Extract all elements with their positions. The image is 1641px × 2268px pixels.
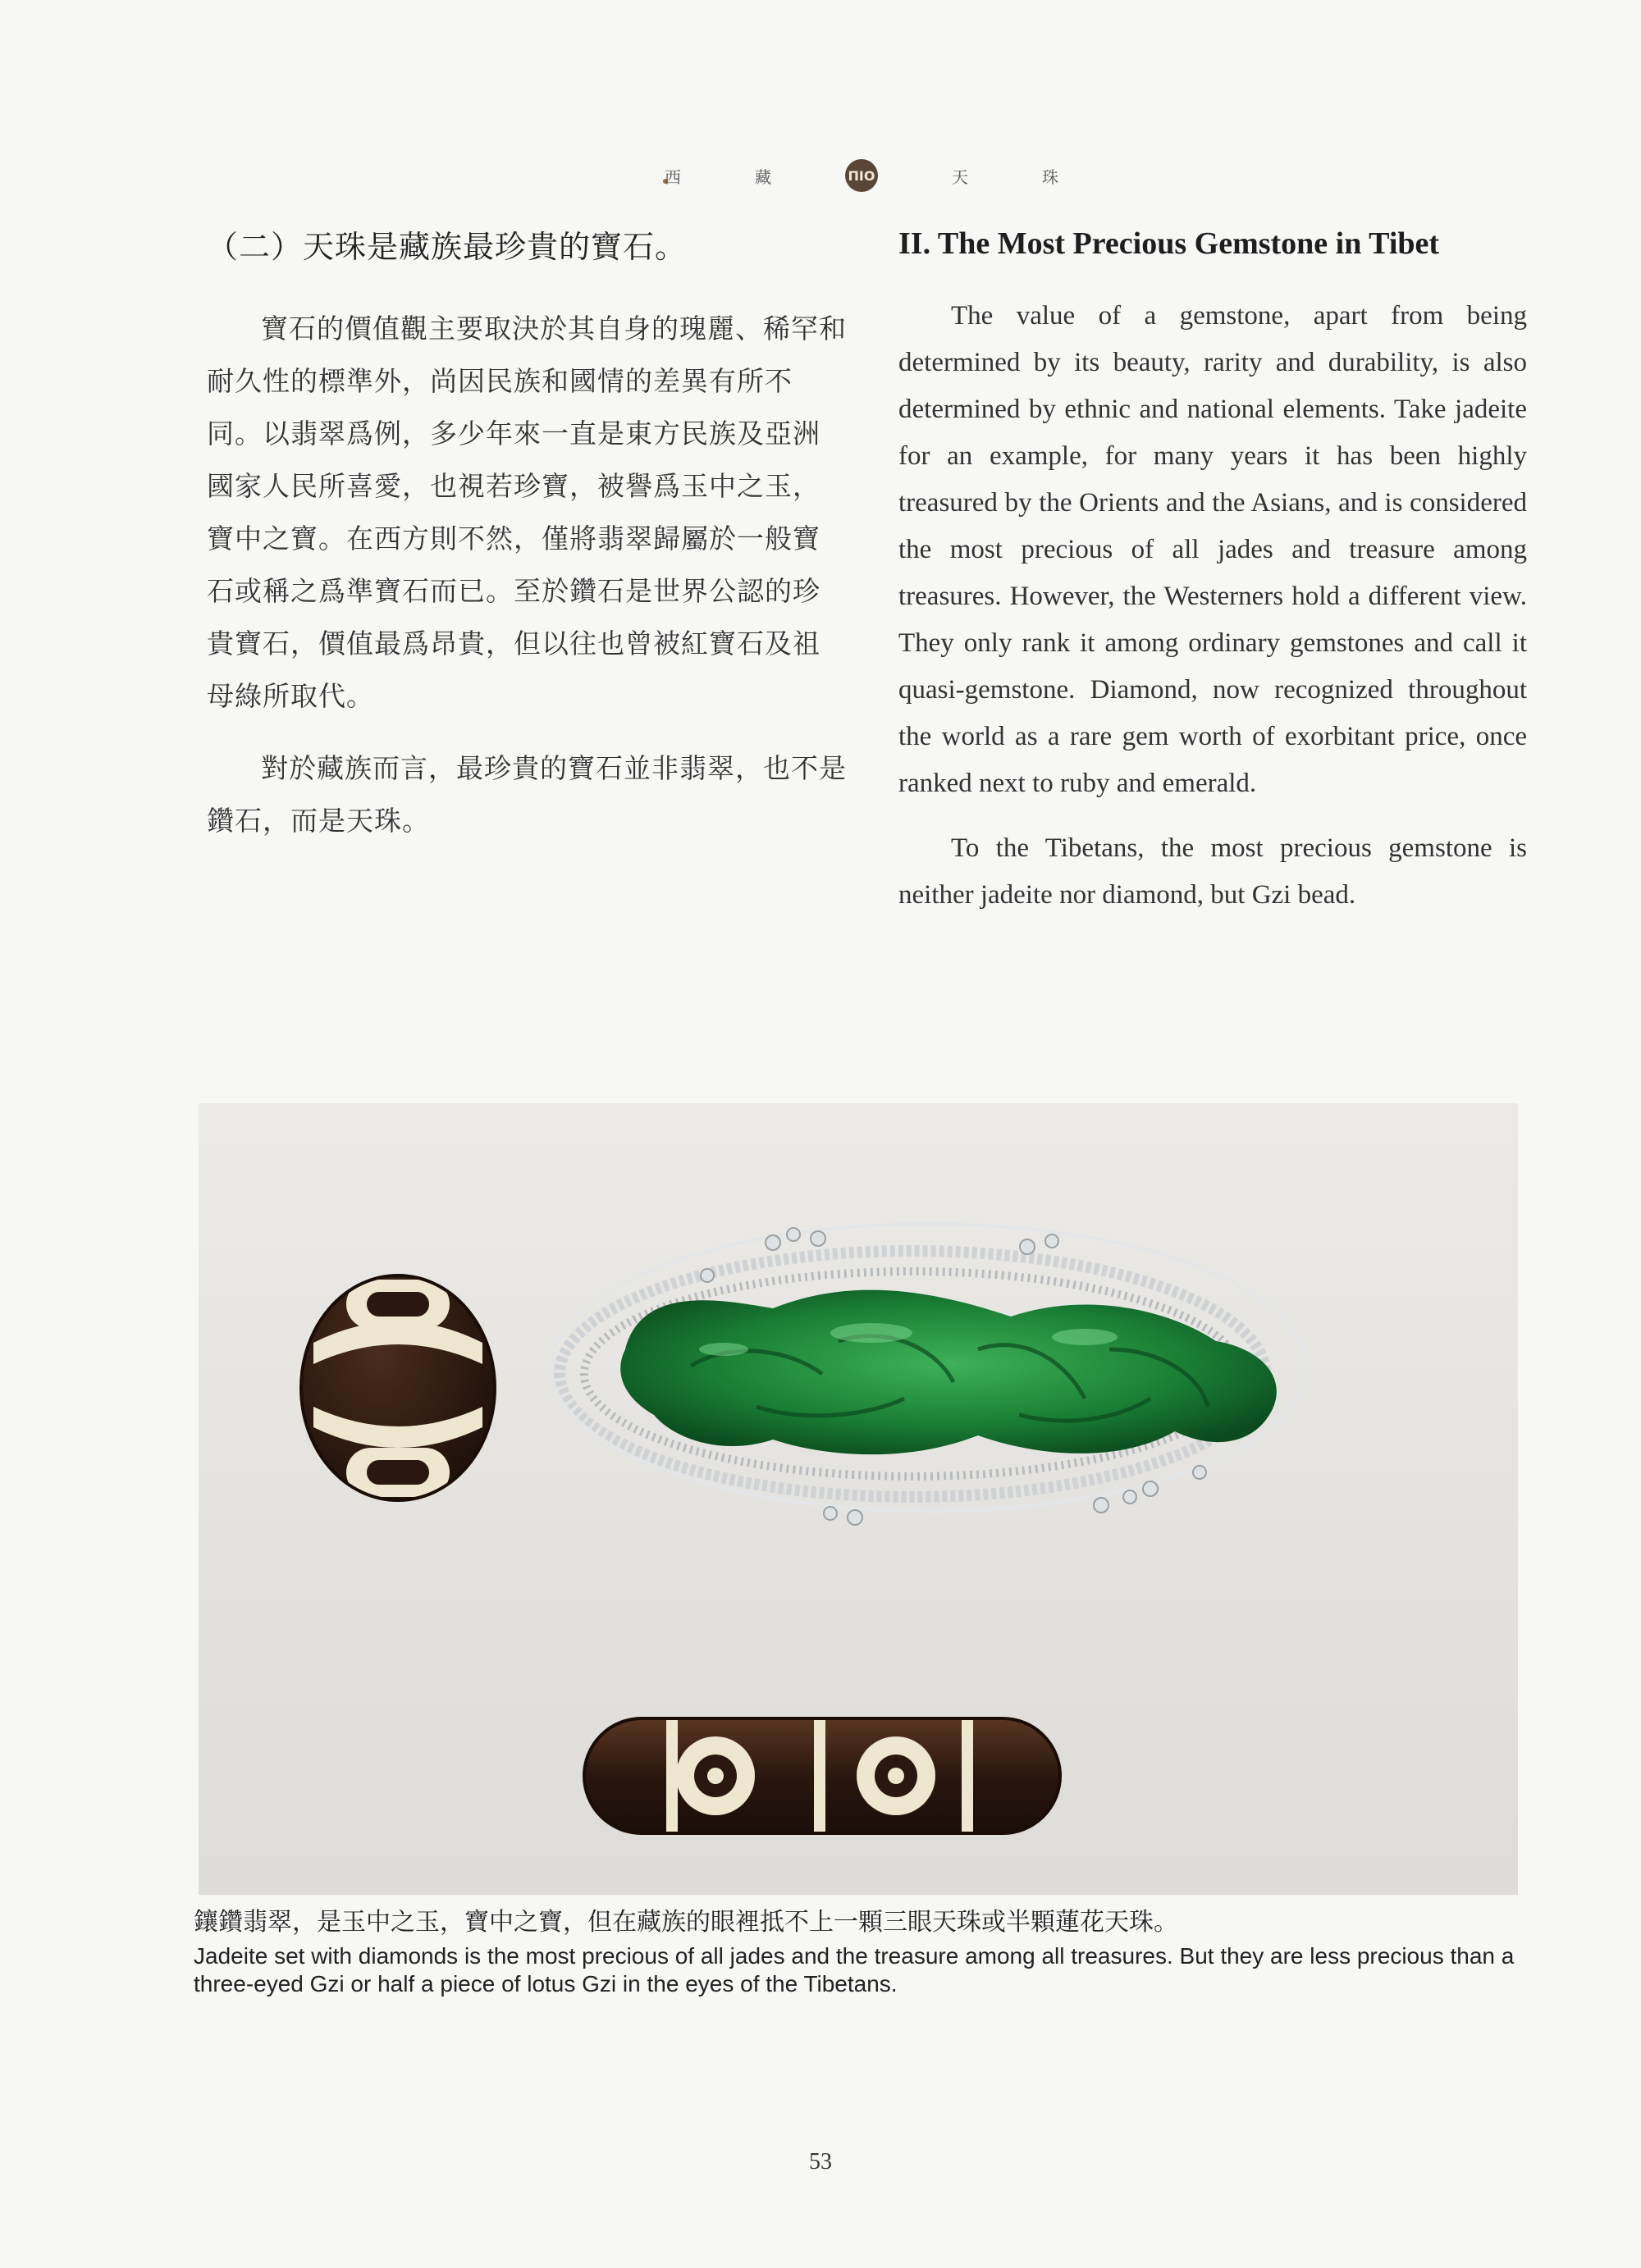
english-paragraph-2: To the Tibetans, the most precious gemstone is neither jadeite nor diamond, but Gzi bead.	[898, 833, 1527, 910]
oval-gzi-bead	[301, 1275, 495, 1500]
chinese-heading: （二）天珠是藏族最珍貴的寶石。	[207, 229, 688, 265]
chinese-paragraph-1: 寶石的價值觀主要取決於其自身的瑰麗、稀罕和耐久性的標準外，尚因民族和國情的差異有所不同。以翡翠爲例，多少年來一直是東方民族及亞洲國家人民所喜愛，也視若珍寶，被譽爲玉中之玉，寶中之寶。在西方則不然，僅將翡翠歸屬於一般寶石或稱之爲準寶石而已。至於鑽石是世界公認的珍貴寶石，價值最爲昂貴，但以往也曾被紅寶石及祖母綠所取代。	[207, 313, 847, 712]
english-column	[898, 226, 1527, 937]
gemstone-photo-illustration	[199, 1103, 1518, 1895]
photo-caption	[194, 1901, 1523, 1998]
book-logo-icon: ΠΙΟ	[845, 159, 878, 192]
gemstone-photo	[199, 1103, 1518, 1895]
header-char-1: 西	[665, 167, 681, 187]
running-header	[665, 156, 1058, 195]
page-number: 53	[809, 2149, 832, 2174]
carved-jadeite	[620, 1290, 1277, 1455]
three-eyed-gzi-bead	[584, 1718, 1060, 1833]
caption-chinese: 鑲鑽翡翠，是玉中之玉，寶中之寶，但在藏族的眼裡抵不上一顆三眼天珠或半顆蓮花天珠。	[194, 1908, 1178, 1937]
english-heading: II. The Most Precious Gemstone in Tibet	[898, 226, 1440, 261]
chinese-column	[207, 221, 847, 867]
header-char-2: 藏	[755, 167, 771, 187]
header-char-3: 天	[952, 167, 968, 187]
chinese-paragraph-2: 對於藏族而言，最珍貴的寶石並非翡翠，也不是鑽石，而是天珠。	[207, 752, 847, 837]
header-char-4: 珠	[1042, 167, 1058, 187]
english-paragraph-1: The value of a gemstone, apart from being determined by its beauty, rarity and durability, is also determined by ethnic and national elements. Take jadeite for an example, for many years it has been highly treasured by the Orients and the Asians, and is considered the most precious of all jades and treasure among treasures. However, the Westerners hold a different view. They only rank it among ordinary gemstones and call it quasi-gemstone. Diamond, now recognized throughout the world as a rare gem worth of exorbitant price, once ranked next to ruby and emerald.	[898, 301, 1527, 798]
caption-english: Jadeite set with diamonds is the most precious of all jades and the treasure among all treasures. But they are less precious than a three-eyed Gzi or half a piece of lotus Gzi in the eyes of the Tibetans.	[194, 1943, 1515, 1996]
